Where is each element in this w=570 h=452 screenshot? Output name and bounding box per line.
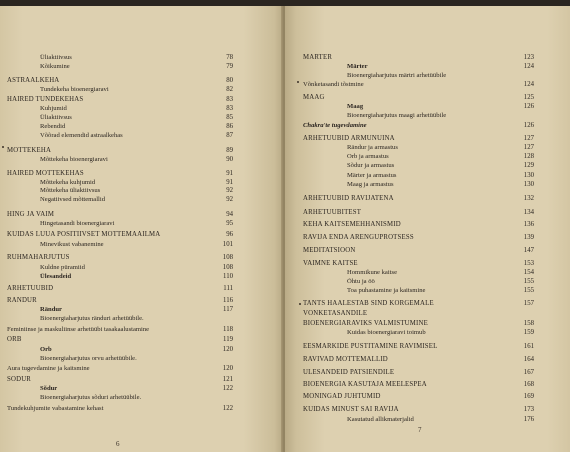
toc-entry bbox=[347, 72, 534, 80]
toc-entry bbox=[40, 306, 233, 314]
toc-entry-title: VÕNKETASANDILE bbox=[303, 310, 368, 317]
toc-entry bbox=[303, 81, 534, 89]
toc-entry-title: BIOENERGIA KASUTAJA MEELESPEA bbox=[303, 381, 427, 388]
toc-entry-title: Negatiivsed mõttemallid bbox=[40, 196, 106, 203]
toc-entry bbox=[7, 211, 233, 219]
toc-entry bbox=[303, 195, 534, 203]
toc-entry bbox=[40, 187, 233, 195]
toc-entry-title: HING JA VAIM bbox=[7, 211, 55, 218]
toc-entry bbox=[7, 326, 233, 334]
left-toc-list bbox=[0, 6, 283, 452]
toc-entry-title: Rändur bbox=[40, 306, 62, 313]
toc-entry-title: MÄRTER bbox=[303, 54, 333, 61]
toc-entry-page-number: 90 bbox=[226, 156, 233, 163]
toc-entry-title: Hommikune kaitse bbox=[347, 269, 397, 276]
toc-entry-page-number: 164 bbox=[523, 356, 534, 363]
toc-entry-page-number: 127 bbox=[523, 144, 534, 151]
toc-entry-title: Ülesandeid bbox=[40, 273, 72, 280]
toc-entry-title: ARHETÜÜBID ARMUNUINA bbox=[303, 135, 395, 142]
toc-entry bbox=[303, 393, 534, 401]
toc-entry-page-number: 161 bbox=[523, 343, 534, 350]
toc-entry bbox=[40, 273, 233, 281]
toc-entry-title: Maag bbox=[347, 103, 364, 110]
toc-entry-title: HÄIRED TUNDEKEHAS bbox=[7, 96, 84, 103]
toc-entry-page-number: 92 bbox=[226, 187, 233, 194]
page-speck bbox=[299, 303, 301, 305]
toc-entry bbox=[347, 278, 534, 286]
toc-entry bbox=[7, 336, 233, 344]
toc-entry-page-number: 169 bbox=[523, 393, 534, 400]
toc-entry bbox=[347, 112, 534, 120]
toc-entry-title: Minevikust vabanemine bbox=[40, 241, 104, 248]
toc-entry-page-number: 168 bbox=[523, 381, 534, 388]
toc-entry-title: RÜHMAHARJUTUS bbox=[7, 254, 70, 261]
toc-entry-page-number: 94 bbox=[226, 211, 233, 218]
toc-entry-title: Mõttekeha kuhjumid bbox=[40, 179, 96, 186]
toc-entry bbox=[40, 132, 233, 140]
toc-entry-title: KEHA KAITSEMEHHANISMID bbox=[303, 221, 401, 228]
toc-entry-title: MAAG bbox=[303, 94, 325, 101]
toc-entry-page-number: 124 bbox=[523, 81, 534, 88]
toc-entry bbox=[303, 247, 534, 255]
toc-entry bbox=[347, 269, 534, 277]
toc-entry-page-number: 126 bbox=[523, 103, 534, 110]
toc-entry-title: Aura tugevdamine ja kaitsmine bbox=[7, 365, 90, 372]
toc-entry bbox=[40, 241, 233, 249]
toc-entry-title: ASTRAALKEHA bbox=[7, 77, 60, 84]
toc-entry-page-number: 127 bbox=[523, 135, 534, 142]
toc-entry bbox=[40, 156, 233, 164]
toc-entry bbox=[303, 54, 534, 62]
toc-entry-page-number: 120 bbox=[222, 346, 233, 353]
toc-entry-page-number: 153 bbox=[523, 260, 534, 267]
toc-entry bbox=[40, 355, 233, 363]
toc-entry-page-number: 157 bbox=[523, 300, 534, 307]
toc-entry-title: ARHETÜÜBITEST bbox=[303, 209, 362, 216]
toc-entry bbox=[7, 147, 233, 155]
toc-entry-title: KUIDAS LUUA POSITIIVSET MÕTTEMAAILMA bbox=[7, 231, 161, 238]
toc-entry-title: ARHETÜÜBID RAVIJATENA bbox=[303, 195, 394, 202]
toc-entry-title: Kasutatud allikmaterjalid bbox=[347, 416, 414, 423]
toc-entry-page-number: 123 bbox=[523, 54, 534, 61]
toc-entry bbox=[303, 221, 534, 229]
toc-entry-page-number: 110 bbox=[223, 273, 233, 280]
toc-entry-page-number: 158 bbox=[523, 320, 534, 327]
toc-entry-page-number: 78 bbox=[226, 54, 233, 61]
toc-entry bbox=[347, 181, 534, 189]
left-page-number: 6 bbox=[116, 440, 120, 448]
toc-entry-title: ÜLESANDEID PATSIENDILE bbox=[303, 369, 395, 376]
toc-entry bbox=[303, 343, 534, 351]
toc-entry bbox=[303, 234, 534, 242]
toc-entry bbox=[347, 287, 534, 295]
toc-entry-page-number: 167 bbox=[523, 369, 534, 376]
toc-entry-page-number: 159 bbox=[523, 329, 534, 336]
toc-entry bbox=[40, 346, 233, 354]
toc-entry-page-number: 91 bbox=[226, 179, 233, 186]
toc-entry-page-number: 121 bbox=[222, 376, 233, 383]
toc-entry bbox=[303, 300, 534, 308]
toc-entry-page-number: 108 bbox=[222, 264, 233, 271]
toc-entry bbox=[40, 196, 233, 204]
toc-entry bbox=[7, 365, 233, 373]
toc-entry-page-number: 91 bbox=[226, 170, 233, 177]
toc-entry-title: Sõdur ja armastus bbox=[347, 162, 395, 169]
toc-entry bbox=[347, 63, 534, 71]
toc-entry bbox=[7, 231, 233, 239]
toc-entry-title: RAVIVAD MÕTTEMALLID bbox=[303, 356, 388, 363]
toc-entry bbox=[40, 385, 233, 393]
toc-entry-page-number: 120 bbox=[222, 365, 233, 372]
toc-entry-title: Toa puhastamine ja kaitsmine bbox=[347, 287, 426, 294]
toc-entry-title: Rebendid bbox=[40, 123, 66, 130]
toc-entry-title: TANTS HÄÄLESTAB SIND KÕRGEMALE bbox=[303, 300, 434, 307]
toc-entry-page-number: 125 bbox=[523, 94, 534, 101]
toc-entry bbox=[303, 320, 534, 328]
toc-entry-title: Võnketasandi tõstmine bbox=[303, 81, 364, 88]
toc-entry-page-number: 83 bbox=[226, 96, 233, 103]
toc-entry bbox=[347, 103, 534, 111]
toc-entry bbox=[40, 114, 233, 122]
toc-entry bbox=[303, 122, 534, 130]
toc-entry-page-number: 119 bbox=[223, 336, 233, 343]
toc-entry-page-number: 118 bbox=[223, 326, 233, 333]
toc-entry-title: Rändur ja armastus bbox=[347, 144, 398, 151]
toc-entry-page-number: 126 bbox=[523, 122, 534, 129]
toc-entry bbox=[7, 285, 233, 293]
toc-entry-page-number: 83 bbox=[226, 105, 233, 112]
toc-entry-title: Orb bbox=[40, 346, 52, 353]
toc-entry-page-number: 117 bbox=[223, 306, 233, 313]
toc-entry-page-number: 147 bbox=[523, 247, 534, 254]
toc-entry-page-number: 136 bbox=[523, 221, 534, 228]
toc-entry-page-number: 124 bbox=[523, 63, 534, 70]
toc-entry-page-number: 116 bbox=[223, 297, 233, 304]
toc-entry-title: Feminiinse ja maskuliinse arhetüübi tasakaalustamine bbox=[7, 326, 150, 333]
toc-entry-page-number: 176 bbox=[523, 416, 534, 423]
toc-entry-page-number: 130 bbox=[523, 172, 534, 179]
toc-entry bbox=[303, 310, 534, 318]
toc-entry bbox=[347, 144, 534, 152]
toc-entry bbox=[40, 86, 233, 94]
toc-entry-title: Märter bbox=[347, 63, 368, 70]
toc-entry-title: Õhtu ja öö bbox=[347, 278, 375, 285]
toc-entry bbox=[40, 123, 233, 131]
toc-entry bbox=[40, 220, 233, 228]
toc-entry-page-number: 82 bbox=[226, 86, 233, 93]
toc-entry-title: RAVIJA ENDA ARENGUPROTSESS bbox=[303, 234, 414, 241]
toc-entry-title: Sõdur bbox=[40, 385, 58, 392]
toc-entry-title: MEDITATSIOON bbox=[303, 247, 356, 254]
toc-entry-title: Üliaktiivsus bbox=[40, 54, 72, 61]
toc-entry bbox=[40, 394, 233, 402]
toc-entry bbox=[7, 297, 233, 305]
toc-entry-title: Mõttekeha bioenergiaravi bbox=[40, 156, 108, 163]
toc-entry-page-number: 101 bbox=[222, 241, 233, 248]
toc-entry-page-number: 155 bbox=[523, 278, 534, 285]
toc-entry-page-number: 122 bbox=[222, 405, 233, 412]
right-page-number: 7 bbox=[418, 426, 422, 434]
toc-entry-title: Üliaktiivsus bbox=[40, 114, 72, 121]
toc-entry-page-number: 139 bbox=[523, 234, 534, 241]
toc-entry-page-number: 87 bbox=[226, 132, 233, 139]
toc-entry-title: Bioenergiaharjutus orvu arhetüübile. bbox=[40, 355, 137, 362]
toc-entry-page-number: 134 bbox=[523, 209, 534, 216]
toc-entry-title: Kuhjumid bbox=[40, 105, 67, 112]
toc-entry-title: ORB bbox=[7, 336, 22, 343]
toc-entry-page-number: 173 bbox=[523, 406, 534, 413]
toc-entry-page-number: 111 bbox=[223, 285, 233, 292]
toc-entry-page-number: 96 bbox=[226, 231, 233, 238]
toc-entry-title: RÄNDUR bbox=[7, 297, 37, 304]
toc-entry-title: Tundekuhjumite vabastamine kehast bbox=[7, 405, 104, 412]
right-toc-list bbox=[285, 6, 570, 452]
toc-entry-title: Maag ja armastus bbox=[347, 181, 394, 188]
toc-entry-page-number: 108 bbox=[222, 254, 233, 261]
toc-entry-title: Bioenergiaharjutus märtri arhetüübile bbox=[347, 72, 447, 79]
toc-entry bbox=[7, 376, 233, 384]
toc-entry-title: EESMÄRKIDE PÜSTITAMINE RAVIMISEL bbox=[303, 343, 438, 350]
toc-entry bbox=[7, 254, 233, 262]
toc-entry bbox=[7, 96, 233, 104]
toc-entry bbox=[40, 179, 233, 187]
toc-entry-title: Orb ja armastus bbox=[347, 153, 389, 160]
toc-entry-title: Võõrad elemendid astraalkehas bbox=[40, 132, 123, 139]
toc-entry bbox=[303, 381, 534, 389]
toc-entry-title: Kuldne püramiid bbox=[40, 264, 85, 271]
toc-entry-title: HÄIRED MÕTTEKEHAS bbox=[7, 170, 84, 177]
toc-entry-title: MÕTTEKEHA bbox=[7, 147, 52, 154]
toc-entry-title: Chakra'te tugevdamine bbox=[303, 122, 367, 129]
toc-entry bbox=[303, 135, 534, 143]
page-speck bbox=[2, 146, 4, 148]
toc-entry bbox=[303, 369, 534, 377]
toc-entry-title: BIOENERGIARAVIKS VALMISTUMINE bbox=[303, 320, 428, 327]
toc-entry-page-number: 122 bbox=[222, 385, 233, 392]
toc-entry bbox=[303, 260, 534, 268]
toc-entry-title: VAIMNE KAITSE bbox=[303, 260, 358, 267]
toc-entry-page-number: 86 bbox=[226, 123, 233, 130]
toc-entry bbox=[7, 77, 233, 85]
toc-entry-page-number: 85 bbox=[226, 114, 233, 121]
toc-entry bbox=[40, 264, 233, 272]
toc-entry bbox=[7, 170, 233, 178]
toc-entry-title: Kõikumine bbox=[40, 63, 70, 70]
toc-entry-page-number: 129 bbox=[523, 162, 534, 169]
toc-entry bbox=[40, 63, 233, 71]
toc-entry-page-number: 92 bbox=[226, 196, 233, 203]
toc-entry-page-number: 155 bbox=[523, 287, 534, 294]
toc-entry-title: MÕNINGAD JUHTUMID bbox=[303, 393, 381, 400]
toc-entry-title: Mõttekeha üliaktiivsus bbox=[40, 187, 101, 194]
toc-entry bbox=[7, 405, 233, 413]
toc-entry-page-number: 132 bbox=[523, 195, 534, 202]
toc-entry-page-number: 79 bbox=[226, 63, 233, 70]
toc-entry-title: Bioenergiaharjutus maagi arhetüübile bbox=[347, 112, 447, 119]
toc-entry-page-number: 130 bbox=[523, 181, 534, 188]
toc-entry-page-number: 154 bbox=[523, 269, 534, 276]
toc-entry-page-number: 89 bbox=[226, 147, 233, 154]
toc-entry bbox=[303, 94, 534, 102]
toc-entry-title: KUIDAS MINUST SAI RAVIJA bbox=[303, 406, 399, 413]
toc-entry-title: Bioenergiaharjutus ränduri arhetüübile. bbox=[40, 315, 144, 322]
toc-entry-page-number: 128 bbox=[523, 153, 534, 160]
toc-entry-title: ARHETÜÜBID bbox=[7, 285, 54, 292]
toc-entry bbox=[40, 105, 233, 113]
toc-entry bbox=[347, 329, 534, 337]
left-page bbox=[0, 6, 283, 452]
toc-entry bbox=[347, 153, 534, 161]
toc-entry-title: SÕDUR bbox=[7, 376, 32, 383]
toc-entry bbox=[303, 406, 534, 414]
page-speck bbox=[297, 81, 299, 83]
toc-entry-title: Tundekeha bioenergiaravi bbox=[40, 86, 109, 93]
toc-entry bbox=[40, 315, 233, 323]
toc-entry bbox=[303, 209, 534, 217]
right-page bbox=[285, 6, 570, 452]
toc-entry bbox=[303, 356, 534, 364]
toc-entry-page-number: 95 bbox=[226, 220, 233, 227]
toc-entry-title: Hingetasandi bioenergiaravi bbox=[40, 220, 115, 227]
toc-entry-page-number: 80 bbox=[226, 77, 233, 84]
toc-entry bbox=[347, 172, 534, 180]
toc-entry bbox=[347, 162, 534, 170]
toc-entry-title: Kuidas bioenergiaravi toimub bbox=[347, 329, 426, 336]
toc-entry bbox=[40, 54, 233, 62]
toc-entry-title: Bioenergiaharjutus sõduri arhetüübile. bbox=[40, 394, 142, 401]
toc-entry-title: Märter ja armastus bbox=[347, 172, 397, 179]
toc-entry bbox=[347, 416, 534, 424]
